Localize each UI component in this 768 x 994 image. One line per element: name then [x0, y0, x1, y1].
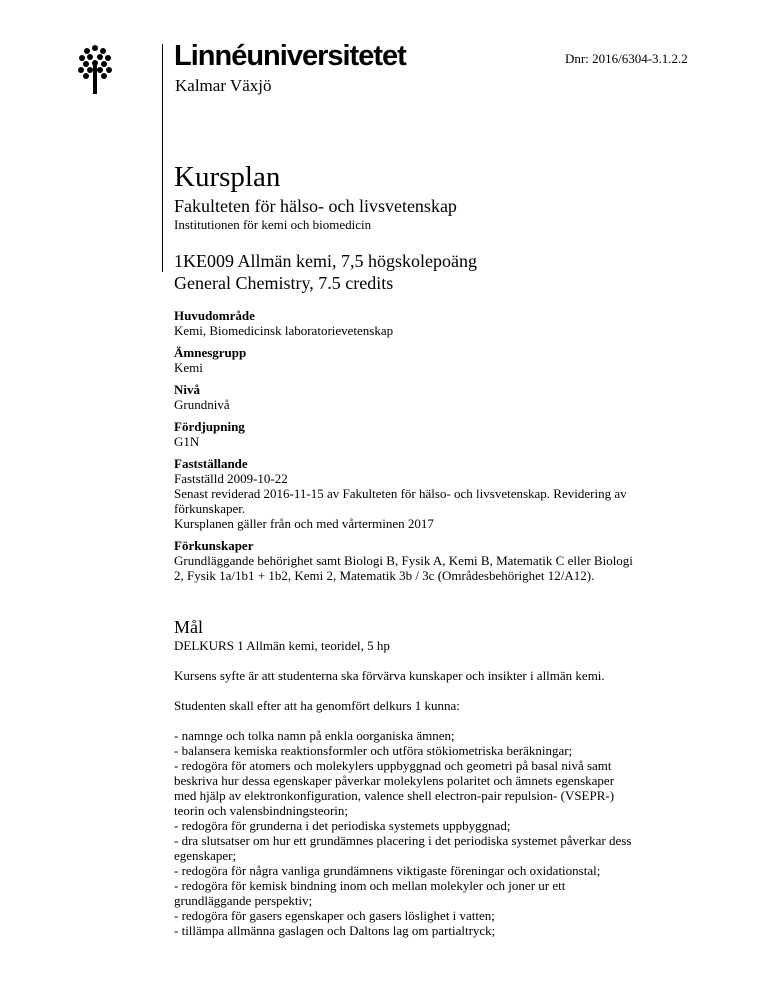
list-item: - balansera kemiska reaktionsformler och utföra stökiometriska beräkningar; [174, 743, 573, 758]
header-divider [162, 44, 163, 272]
field-level [174, 382, 714, 412]
list-item: grundläggande perspektiv; [174, 893, 313, 908]
field-label: Fördjupning [174, 419, 245, 434]
list-item: - redogöra för kemisk bindning inom och mellan molekyler och joner ur ett [174, 878, 566, 893]
list-item: med hjälp av elektronkonfiguration, valence shell electron-pair repulsion- (VSEPR-) [174, 788, 615, 803]
list-item: - tillämpa allmänna gaslagen och Daltons lag om partialtryck; [174, 923, 496, 938]
list-item: - redogöra för gasers egenskaper och gasers löslighet i vatten; [174, 908, 495, 923]
list-item: - redogöra för grunderna i det periodiska systemets uppbyggnad; [174, 818, 511, 833]
list-item: - redogöra för några vanliga grundämnens viktigaste föreningar och oxidationstal; [174, 863, 601, 878]
field-value: Grundnivå [174, 397, 230, 412]
list-item: teorin och valensbindningsteorin; [174, 803, 349, 818]
field-value: Kemi [174, 360, 203, 375]
section-title-goals: Mål [174, 617, 203, 637]
field-value: G1N [174, 434, 200, 449]
goals-intro: Studenten skall efter att ha genomfört delkurs 1 kunna: [174, 698, 460, 713]
goals-list [174, 728, 714, 938]
field-label: Nivå [174, 382, 200, 397]
list-item: - namnge och tolka namn på enkla oorganiska ämnen; [174, 728, 455, 743]
list-item: - dra slutsatser om hur ett grundämnes placering i det periodiska systemet påverkar dess [174, 833, 632, 848]
list-item: egenskaper; [174, 848, 237, 863]
field-value: 2, Fysik 1a/1b1 + 1b2, Kemi 2, Matematik 3b / 3c (Områdesbehörighet 12/A12). [174, 568, 595, 583]
field-approval [174, 456, 714, 531]
field-value: Kemi, Biomedicinsk laboratorievetenskap [174, 323, 394, 338]
course-title-english: General Chemistry, 7.5 credits [174, 273, 394, 293]
field-value: Fastställd 2009-10-22 [174, 471, 288, 486]
field-value: Kursplanen gäller från och med vårterminen 2017 [174, 516, 434, 531]
course-purpose: Kursens syfte är att studenterna ska förvärva kunskaper och insikter i allmän kemi. [174, 668, 605, 683]
field-subject-group [174, 345, 714, 375]
syllabus-content [174, 160, 714, 938]
course-facts [174, 308, 714, 583]
field-value: Senast reviderad 2016-11-15 av Fakulteten för hälso- och livsvetenskap. Revidering av [174, 486, 627, 501]
page-title: Kursplan [174, 161, 281, 193]
faculty-name: Fakulteten för hälso- och livsvetenskap [174, 196, 457, 216]
list-item: - redogöra för atomers och molekylers uppbyggnad och geometri på basal nivå samt [174, 758, 612, 773]
university-locations: Kalmar Växjö [175, 76, 272, 95]
field-label: Fastställande [174, 456, 248, 471]
field-label: Förkunskaper [174, 538, 254, 553]
field-depth [174, 419, 714, 449]
field-prerequisites [174, 538, 714, 583]
institution-name: Institutionen för kemi och biomedicin [174, 217, 372, 232]
university-logo-tree-icon [78, 44, 112, 94]
field-value: Grundläggande behörighet samt Biologi B, Fysik A, Kemi B, Matematik C eller Biologi [174, 553, 633, 568]
field-label: Ämnesgrupp [174, 345, 247, 360]
course-title-swedish: 1KE009 Allmän kemi, 7,5 högskolepoäng [174, 251, 477, 271]
part-heading: DELKURS 1 Allmän kemi, teoridel, 5 hp [174, 638, 390, 653]
document-number: Dnr: 2016/6304-3.1.2.2 [565, 51, 688, 66]
university-name: Linnéuniversitetet [174, 40, 406, 72]
field-value: förkunskaper. [174, 501, 246, 516]
field-label: Huvudområde [174, 308, 255, 323]
list-item: beskriva hur dessa egenskaper påverkar molekylens polaritet och ämnets egenskaper [174, 773, 615, 788]
field-main-area [174, 308, 714, 338]
